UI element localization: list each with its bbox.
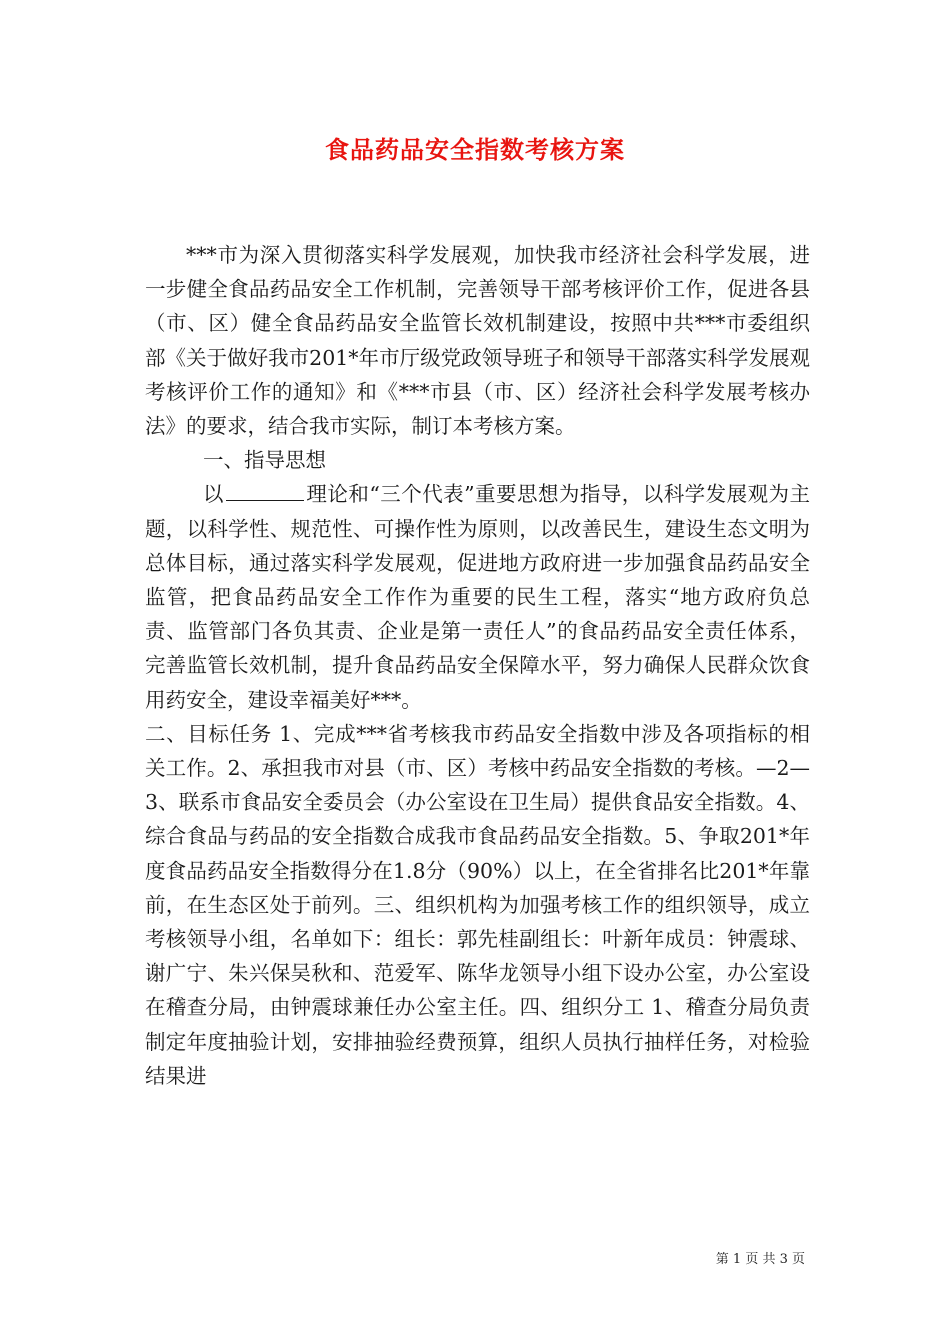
sections-2-to-4-paragraph: 二、目标任务 1、完成***省考核我市药品安全指数中涉及各项指标的相关工作。2、承担我市对县（市、区）考核中药品安全指数的考核。—2—3、联系市食品安全委员会（办公室设在卫生局）提供食品安全指数。4、综合食品与药品的安全指数合成我市食品药品安全指数。5、争取201*年度食品药品安全指数得分在1.8分（90%）以上，在全省排名比201*年靠前，在生态区处于前列。三、组织机构为加强考核工作的组织领导，成立考核领导小组，名单如下：组长：郭先桂副组长：叶新年成员：钟震球、谢广宁、朱兴保吴秋和、范爱军、陈华龙领导小组下设办公室，办公室设在稽查分局，由钟震球兼任办公室主任。四、组织分工 1、稽查分局负责制定年度抽验计划，安排抽验经费预算，组织人员执行抽样任务，对检验结果进 [145, 721, 810, 1088]
fill-in-blank [226, 482, 304, 501]
page-number: 第 1 页 共 3 页 [715, 1252, 805, 1267]
section1-body: 理论和“三个代表”重要思想为指导，以科学发展观为主题，以科学性、规范性、可操作性为原则，以改善民生，建设生态文明为总体目标，通过落实科学发展观，促进地方政府进一步加强食品药品安全监管，把食品药品安全工作作为重要的民生工程，落实“地方政府负总责、监管部门各负其责、企业是第一责任人”的食品药品安全责任体系，完善监管长效机制，提升食品药品安全保障水平，努力确保人民群众饮食用药安全，建设幸福美好***。 [145, 482, 810, 712]
intro-paragraph: ***市为深入贯彻落实科学发展观，加快我市经济社会科学发展，进一步健全食品药品安全工作机制，完善领导干部考核评价工作，促进各县（市、区）健全食品药品安全监管长效机制建设，按照中共***市委组织部《关于做好我市201*年市厅级党政领导班子和领导干部落实科学发展观考核评价工作的通知》和《***市县（市、区）经济社会科学发展考核办法》的要求，结合我市实际，制订本考核方案。 [145, 243, 810, 439]
section-heading-guiding-ideology: 一、指导思想 [203, 448, 326, 473]
document-title: 食品药品安全指数考核方案 [325, 135, 625, 164]
document-body [145, 238, 810, 1093]
section1-prefix: 以 [203, 482, 224, 507]
section1-paragraph [145, 477, 810, 716]
